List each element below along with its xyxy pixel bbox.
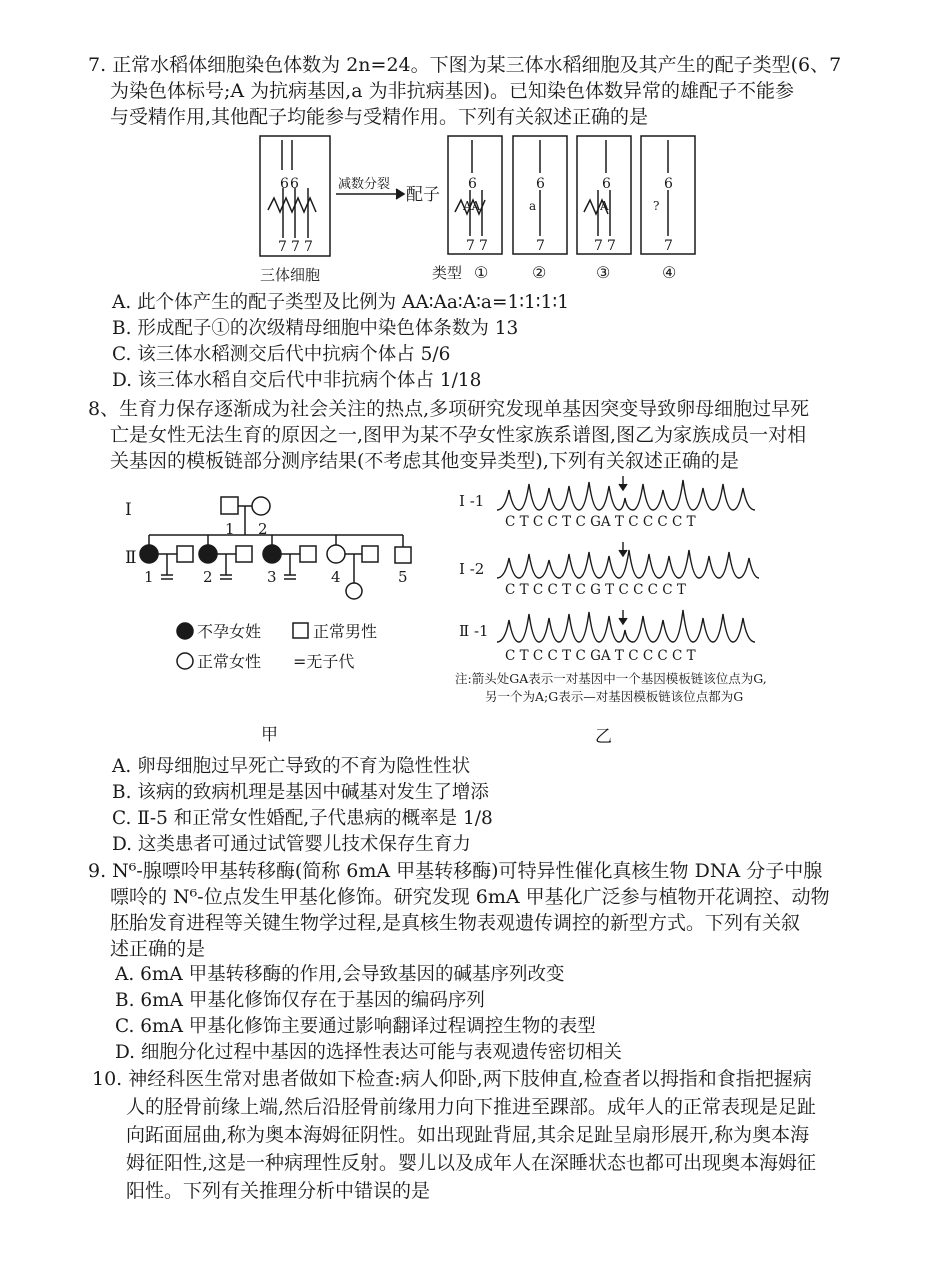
q8-line-3: 关基因的模板链部分测序结果(不考虑其他变异类型),下列有关叙述正确的是 <box>110 450 739 472</box>
q7-option-b: B. 形成配子①的次级精母细胞中染色体条数为 13 <box>112 318 519 339</box>
q10-line-4: 姆征阳性,这是一种病理性反射。婴儿以及成年人在深睡状态也都可出现奥本海姆征 <box>126 1152 817 1174</box>
gen2-affected-female-1 <box>140 545 158 563</box>
legend-normal-female-icon <box>177 653 193 669</box>
q7-option-c: C. 该三体水稻测交后代中抗病个体占 5/6 <box>112 344 451 365</box>
gen1-label: I <box>125 500 132 520</box>
g4-allele: ? <box>653 199 660 213</box>
q9-line-3: 胚胎发育进程等关键生物学过程,是真核生物表观遗传调控的新型方式。下列有关叙 <box>110 912 801 934</box>
legend-no-offspring: =无子代 <box>293 652 355 671</box>
arrow-label: 减数分裂 <box>338 177 391 192</box>
trace-2 <box>497 550 759 578</box>
legend-normal-male-icon <box>293 623 308 638</box>
gen2-spouse-male-1 <box>177 546 193 562</box>
seq-note-1: 注:箭头处GA表示一对基因中一个基因模板链该位点为G, <box>455 671 767 686</box>
g1-chrom7-b: 7 <box>479 238 488 254</box>
g2-chrom7: 7 <box>536 238 545 254</box>
seq-row-1-label: I -1 <box>459 492 485 510</box>
q9-option-d: D. 细胞分化过程中基因的选择性表达可能与表观遗传密切相关 <box>115 1042 622 1063</box>
type-3: ③ <box>596 263 611 282</box>
g2-allele: a <box>529 199 537 213</box>
q7-option-a: A. 此个体产生的配子类型及比例为 AA∶Aa∶A∶a=1∶1∶1∶1 <box>112 292 569 313</box>
g1-allele: AA <box>463 199 481 213</box>
q8-option-c: C. Ⅱ-5 和正常女性婚配,子代患病的概率是 1/8 <box>112 808 493 829</box>
q7-line-1: 7. 正常水稻体细胞染色体数为 2n=24。下图为某三体水稻细胞及其产生的配子类型(6、7 <box>88 54 842 76</box>
gen2-num-3: 3 <box>267 568 277 586</box>
q10-line-1: 10. 神经科医生常对患者做如下检查:病人仰卧,两下肢伸直,检查者以拇指和食指把握病 <box>92 1068 812 1090</box>
gen2-num-1: 1 <box>144 568 154 586</box>
cell-chrom7-a: 7 <box>278 239 287 255</box>
gen2-num-4: 4 <box>331 568 341 586</box>
type-label: 类型 <box>432 264 463 282</box>
cell-chrom7-c: 7 <box>304 239 313 255</box>
cell-chrom7-b: 7 <box>291 239 300 255</box>
trisomic-cell-label: 三体细胞 <box>260 266 321 284</box>
legend-normal-female: 正常女性 <box>197 652 262 671</box>
q9-option-a: A. 6mA 甲基转移酶的作用,会导致基因的碱基序列改变 <box>115 964 565 985</box>
q10-line-2: 人的胫骨前缘上端,然后沿胫骨前缘用力向下推进至踝部。成年人的正常表现是足趾 <box>126 1096 817 1118</box>
gen1-female-2 <box>252 497 270 515</box>
q9-line-1: 9. N⁶-腺嘌呤甲基转移酶(简称 6mA 甲基转移酶)可特异性催化真核生物 DNA 分子中腺 <box>88 860 823 882</box>
g1-chrom6: 6 <box>468 176 477 192</box>
seq-row-2-label: I -2 <box>459 560 485 578</box>
gen2-spouse-male-3 <box>300 546 316 562</box>
q9-line-2: 嘌呤的 N⁶-位点发生甲基化修饰。研究发现 6mA 甲基化广泛参与植物开花调控、动物 <box>110 886 830 908</box>
gen1-num-1: 1 <box>225 520 235 538</box>
gen2-label: Ⅱ <box>125 548 137 568</box>
gen2-affected-female-3 <box>263 545 281 563</box>
cell-chrom6-a: 6 <box>280 176 289 192</box>
gen2-spouse-male-2 <box>236 546 252 562</box>
type-1: ① <box>474 263 489 282</box>
seq-row-2-bases: C T C C T C G T C C C C T <box>505 582 686 598</box>
q7-meiosis-figure <box>250 128 710 290</box>
gen2-num-2: 2 <box>203 568 213 586</box>
q8-line-2: 亡是女性无法生育的原因之一,图甲为某不孕女性家族系谱图,图乙为家族成员一对相 <box>110 424 807 446</box>
legend-normal-male: 正常男性 <box>313 622 378 641</box>
legend-affected-female-icon <box>177 623 193 639</box>
type-2: ② <box>532 263 547 282</box>
gamete-label: 配子 <box>406 185 440 205</box>
legend-affected-female: 不孕女姓 <box>197 622 262 641</box>
q8-option-d: D. 这类患者可通过试管婴儿技术保存生育力 <box>112 834 471 855</box>
g4-chrom6: 6 <box>664 176 673 192</box>
q8-option-a: A. 卵母细胞过早死亡导致的不育为隐性性状 <box>112 756 471 777</box>
sequencing-caption: 乙 <box>595 727 612 747</box>
seq-row-1-bases: C T C C T C GA T C C C C T <box>505 514 696 530</box>
gamete-box-3 <box>577 136 631 254</box>
g3-chrom6: 6 <box>602 176 611 192</box>
g2-chrom6: 6 <box>536 176 545 192</box>
seq-row-3-bases: C T C C T C GA T C C C C T <box>505 648 696 664</box>
gen3-child-female <box>346 583 362 599</box>
trace-3 <box>497 610 755 642</box>
gen2-normal-male-5 <box>395 547 411 563</box>
sequencing-chart <box>455 470 785 750</box>
q9-option-b: B. 6mA 甲基化修饰仅存在于基因的编码序列 <box>115 990 485 1011</box>
gen2-spouse-male-4 <box>362 546 378 562</box>
gen1-num-2: 2 <box>258 520 268 538</box>
q10-line-3: 向跖面屈曲,称为奥本海姆征阴性。如出现趾背屈,其余足趾呈扇形展开,称为奥本海 <box>126 1124 810 1146</box>
cell-chrom6-b: 6 <box>290 176 299 192</box>
q7-option-d: D. 该三体水稻自交后代中非抗病个体占 1/18 <box>112 370 482 391</box>
g3-chrom7-a: 7 <box>594 238 603 254</box>
gamete-box-1 <box>448 136 502 254</box>
q8-line-1: 8、生育力保存逐渐成为社会关注的热点,多项研究发现单基因突变导致卵母细胞过早死 <box>88 398 810 420</box>
pedigree-chart <box>115 485 435 750</box>
g4-chrom7: 7 <box>664 238 673 254</box>
pedigree-caption: 甲 <box>261 725 278 745</box>
g1-chrom7-a: 7 <box>466 238 475 254</box>
type-4: ④ <box>662 263 677 282</box>
seq-row-3-label: Ⅱ -1 <box>459 622 489 640</box>
q7-line-2: 为染色体标号;A 为抗病基因,a 为非抗病基因)。已知染色体数异常的雄配子不能参 <box>110 80 794 102</box>
q10-line-5: 阳性。下列有关推理分析中错误的是 <box>126 1180 431 1202</box>
gen2-normal-female-4 <box>327 545 345 563</box>
q9-option-c: C. 6mA 甲基化修饰主要通过影响翻译过程调控生物的表型 <box>115 1016 596 1037</box>
gen1-male-1 <box>221 497 238 514</box>
q7-line-3: 与受精作用,其他配子均能参与受精作用。下列有关叙述正确的是 <box>110 106 649 128</box>
g3-allele: A <box>600 199 609 213</box>
g3-chrom7-b: 7 <box>607 238 616 254</box>
gen2-affected-female-2 <box>199 545 217 563</box>
q9-line-4: 述正确的是 <box>110 938 206 960</box>
seq-note-2: 另一个为A;G表示—对基因模板链该位点都为G <box>485 689 744 704</box>
gen2-num-5: 5 <box>398 568 408 586</box>
q8-option-b: B. 该病的致病机理是基因中碱基对发生了增添 <box>112 782 489 803</box>
